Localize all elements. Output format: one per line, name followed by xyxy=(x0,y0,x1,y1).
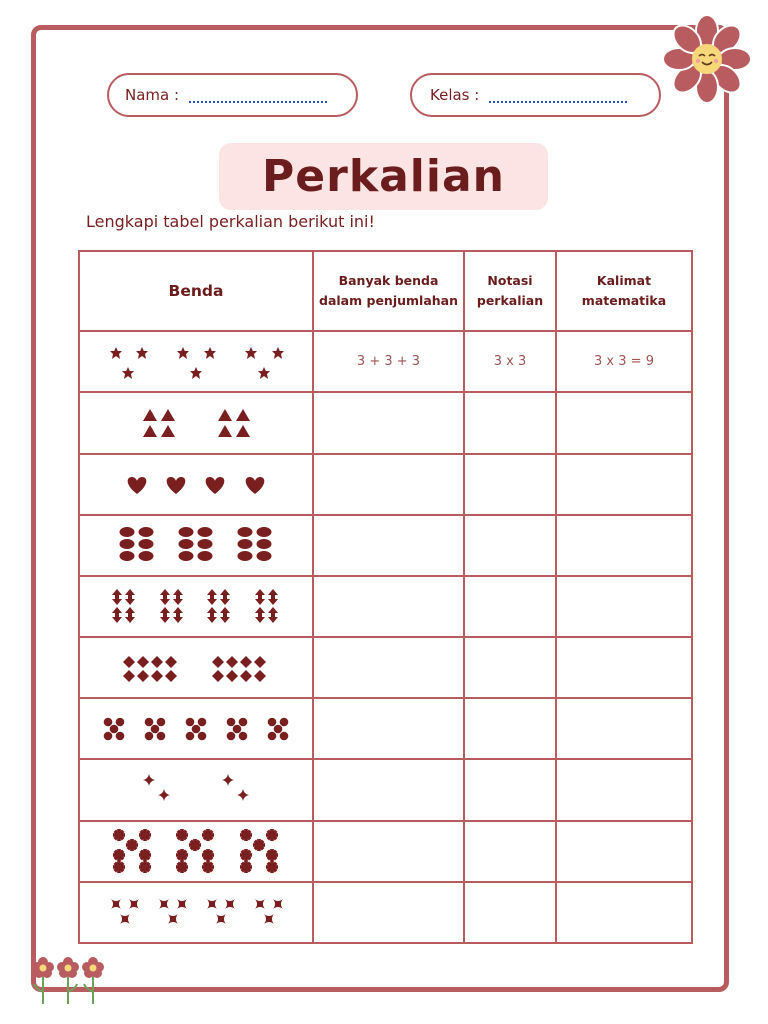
sparkle-icon xyxy=(143,774,249,801)
objects-arrow xyxy=(79,576,313,637)
page-title: Perkalian xyxy=(262,151,505,202)
table-row xyxy=(79,392,692,453)
cell-notasi[interactable] xyxy=(464,392,556,453)
cell-penjumlahan[interactable] xyxy=(313,882,464,943)
heart-icon xyxy=(128,477,265,494)
cell-penjumlahan[interactable] xyxy=(313,759,464,820)
cell-notasi[interactable] xyxy=(464,515,556,576)
smiling-flower-icon xyxy=(662,14,752,104)
multiplication-table xyxy=(78,250,693,944)
instruction-text: Lengkapi tabel perkalian berikut ini! xyxy=(86,212,375,231)
class-dotted-line xyxy=(489,101,627,103)
cell-penjumlahan[interactable] xyxy=(313,637,464,698)
cell-kalimat[interactable] xyxy=(556,454,692,515)
cell-notasi[interactable] xyxy=(464,759,556,820)
gear-icon xyxy=(113,829,278,873)
header-benda: Benda xyxy=(79,251,313,331)
cell-penjumlahan[interactable] xyxy=(313,821,464,882)
cell-penjumlahan[interactable] xyxy=(313,454,464,515)
diamond-icon xyxy=(123,656,266,682)
small-flowers-icon xyxy=(28,952,112,1006)
cell-kalimat[interactable] xyxy=(556,882,692,943)
objects-triangle xyxy=(79,392,313,453)
triangle-icon xyxy=(143,409,250,437)
cell-notasi[interactable] xyxy=(464,454,556,515)
cell-penjumlahan[interactable] xyxy=(313,698,464,759)
header-kalimat: Kalimat matematika xyxy=(556,251,692,331)
objects-gear xyxy=(79,821,313,882)
cell-penjumlahan[interactable] xyxy=(313,392,464,453)
circle-icon xyxy=(104,718,289,741)
table-row xyxy=(79,759,692,820)
objects-sparkle xyxy=(79,759,313,820)
cell-kalimat[interactable] xyxy=(556,392,692,453)
class-field[interactable] xyxy=(410,73,661,117)
cell-notasi[interactable] xyxy=(464,576,556,637)
star-flower-icon xyxy=(110,347,284,379)
table-row xyxy=(79,882,692,943)
cell-notasi[interactable] xyxy=(464,821,556,882)
header-notasi: Notasi perkalian xyxy=(464,251,556,331)
title-box xyxy=(219,143,548,210)
name-label: Nama : xyxy=(125,86,180,104)
name-dotted-line xyxy=(189,101,327,103)
cell-penjumlahan[interactable]: 3 + 3 + 3 xyxy=(313,331,464,392)
cell-notasi[interactable] xyxy=(464,637,556,698)
cell-penjumlahan[interactable] xyxy=(313,515,464,576)
arrow-icon xyxy=(112,589,278,623)
cell-notasi[interactable]: 3 x 3 xyxy=(464,331,556,392)
objects-circle xyxy=(79,698,313,759)
table-header-row xyxy=(79,251,692,331)
table-row xyxy=(79,698,692,759)
cell-kalimat[interactable] xyxy=(556,698,692,759)
table-row xyxy=(79,454,692,515)
x-star-icon xyxy=(111,899,283,924)
cell-kalimat[interactable] xyxy=(556,821,692,882)
cell-notasi[interactable] xyxy=(464,698,556,759)
class-label: Kelas : xyxy=(430,86,480,104)
cell-kalimat[interactable] xyxy=(556,515,692,576)
table-row xyxy=(79,331,692,392)
objects-blob xyxy=(79,515,313,576)
table-row xyxy=(79,821,692,882)
objects-heart xyxy=(79,454,313,515)
cell-kalimat[interactable] xyxy=(556,576,692,637)
name-field[interactable] xyxy=(107,73,358,117)
table-row xyxy=(79,576,692,637)
cell-kalimat[interactable] xyxy=(556,637,692,698)
objects-star-flower xyxy=(79,331,313,392)
cell-kalimat[interactable]: 3 x 3 = 9 xyxy=(556,331,692,392)
cell-penjumlahan[interactable] xyxy=(313,576,464,637)
objects-diamond xyxy=(79,637,313,698)
blob-icon xyxy=(120,527,272,561)
header-penjumlahan: Banyak benda dalam penjumlahan xyxy=(313,251,464,331)
cell-kalimat[interactable] xyxy=(556,759,692,820)
cell-notasi[interactable] xyxy=(464,882,556,943)
table-row xyxy=(79,515,692,576)
table-row xyxy=(79,637,692,698)
objects-x-star xyxy=(79,882,313,943)
